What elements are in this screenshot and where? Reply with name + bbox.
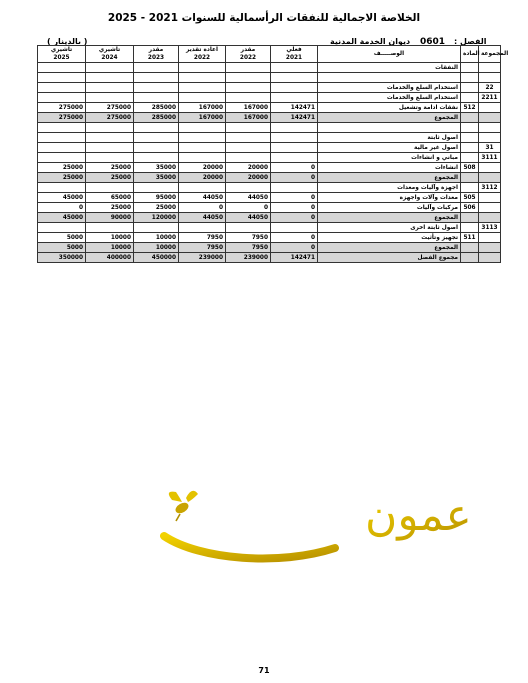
value-cell xyxy=(179,83,226,93)
expenditure-table xyxy=(37,45,509,263)
col-2025-header: تاشيري 2025 xyxy=(38,46,86,63)
value-cell: 20000 xyxy=(226,173,271,183)
description-cell xyxy=(318,73,461,83)
description-cell: نفقات ادامة وتشغيل xyxy=(318,103,461,113)
value-cell xyxy=(271,223,318,233)
value-cell: 44050 xyxy=(226,213,271,223)
description-cell: معدات وآلات واجهزة xyxy=(318,193,461,203)
value-cell xyxy=(86,183,134,193)
group-cell xyxy=(479,113,501,123)
description-cell: مباني و انشاءات xyxy=(318,153,461,163)
item-cell xyxy=(461,113,479,123)
value-cell: 275000 xyxy=(86,113,134,123)
table-row xyxy=(38,183,501,193)
description-cell: انشاءات xyxy=(318,163,461,173)
description-cell: اصول ثابتة xyxy=(318,133,461,143)
table-row xyxy=(38,163,501,173)
item-cell xyxy=(461,213,479,223)
value-cell: 20000 xyxy=(226,163,271,173)
value-cell xyxy=(226,63,271,73)
value-cell: 7950 xyxy=(226,243,271,253)
value-cell xyxy=(271,73,318,83)
group-cell xyxy=(479,63,501,73)
value-cell: 0 xyxy=(179,203,226,213)
value-cell: 44050 xyxy=(179,213,226,223)
col-2024-header: تاشيري 2024 xyxy=(86,46,134,63)
value-cell: 20000 xyxy=(179,173,226,183)
value-cell: 10000 xyxy=(134,243,179,253)
value-cell: 25000 xyxy=(38,173,86,183)
group-cell xyxy=(479,123,501,133)
value-cell: 25000 xyxy=(134,203,179,213)
value-cell: 239000 xyxy=(226,253,271,263)
value-cell xyxy=(134,153,179,163)
page-title: الخلاصة الاجمالية للنفقات الرأسمالية للسنوات 2021 - 2025 xyxy=(107,12,421,24)
description-cell: اصول غير مالية xyxy=(318,143,461,153)
item-cell xyxy=(461,93,479,103)
value-cell xyxy=(134,73,179,83)
table-row xyxy=(38,233,501,243)
col-desc-header: الوصـــــف xyxy=(318,46,461,63)
group-cell xyxy=(479,193,501,203)
value-cell xyxy=(134,223,179,233)
group-cell xyxy=(479,103,501,113)
group-cell xyxy=(479,133,501,143)
value-cell xyxy=(134,93,179,103)
value-cell xyxy=(179,73,226,83)
value-cell: 45000 xyxy=(38,213,86,223)
value-cell xyxy=(38,153,86,163)
group-cell xyxy=(479,73,501,83)
item-cell xyxy=(461,83,479,93)
value-cell xyxy=(134,143,179,153)
item-cell xyxy=(461,253,479,263)
value-cell xyxy=(38,183,86,193)
value-cell: 7950 xyxy=(179,243,226,253)
amoun-logo xyxy=(160,478,472,570)
value-cell xyxy=(38,83,86,93)
description-cell: اجهزة وآليات ومعدات xyxy=(318,183,461,193)
description-cell: المجموع xyxy=(318,173,461,183)
col-2021-header: فعلي 2021 xyxy=(271,46,318,63)
value-cell xyxy=(38,73,86,83)
value-cell: 65000 xyxy=(86,193,134,203)
value-cell: 142471 xyxy=(271,253,318,263)
value-cell xyxy=(86,63,134,73)
group-cell xyxy=(479,173,501,183)
value-cell: 10000 xyxy=(86,243,134,253)
value-cell: 90000 xyxy=(86,213,134,223)
value-cell xyxy=(271,93,318,103)
col-item-header: المادة xyxy=(461,46,479,63)
table-row xyxy=(38,63,501,73)
col-2023-header: مقدر 2023 xyxy=(134,46,179,63)
value-cell xyxy=(179,93,226,103)
description-cell: المجموع xyxy=(318,213,461,223)
item-cell xyxy=(461,183,479,193)
table-row xyxy=(38,93,501,103)
value-cell xyxy=(271,63,318,73)
value-cell: 25000 xyxy=(86,163,134,173)
value-cell: 0 xyxy=(271,213,318,223)
item-cell xyxy=(461,63,479,73)
value-cell: 142471 xyxy=(271,103,318,113)
group-cell: 3113 xyxy=(479,223,501,233)
value-cell: 275000 xyxy=(38,113,86,123)
value-cell: 285000 xyxy=(134,103,179,113)
value-cell: 167000 xyxy=(226,103,271,113)
value-cell xyxy=(134,123,179,133)
page-number: 71 xyxy=(258,666,270,675)
value-cell xyxy=(38,143,86,153)
value-cell: 7950 xyxy=(179,233,226,243)
value-cell: 44050 xyxy=(179,193,226,203)
value-cell: 45000 xyxy=(38,193,86,203)
group-cell xyxy=(479,253,501,263)
description-cell: اصول ثابتة اخرى xyxy=(318,223,461,233)
value-cell xyxy=(271,83,318,93)
value-cell: 400000 xyxy=(86,253,134,263)
item-cell xyxy=(461,123,479,133)
description-cell xyxy=(318,123,461,133)
value-cell xyxy=(86,153,134,163)
item-cell xyxy=(461,223,479,233)
table-row xyxy=(38,123,501,133)
table-row xyxy=(38,213,501,223)
value-cell xyxy=(271,133,318,143)
value-cell: 0 xyxy=(271,193,318,203)
item-cell: 505 xyxy=(461,193,479,203)
group-cell xyxy=(479,163,501,173)
value-cell: 350000 xyxy=(38,253,86,263)
table-row xyxy=(38,193,501,203)
group-cell: 22 xyxy=(479,83,501,93)
item-cell xyxy=(461,243,479,253)
item-cell xyxy=(461,73,479,83)
value-cell: 142471 xyxy=(271,113,318,123)
chapter-name: ديوان الخدمة المدنية xyxy=(330,37,411,46)
value-cell: 0 xyxy=(226,203,271,213)
value-cell: 5000 xyxy=(38,243,86,253)
value-cell xyxy=(38,133,86,143)
value-cell: 167000 xyxy=(179,103,226,113)
value-cell: 120000 xyxy=(134,213,179,223)
item-cell xyxy=(461,143,479,153)
description-cell: تجهيز وتأثيث xyxy=(318,233,461,243)
value-cell xyxy=(179,143,226,153)
value-cell xyxy=(86,83,134,93)
table-row xyxy=(38,113,501,123)
value-cell: 35000 xyxy=(134,163,179,173)
value-cell xyxy=(134,133,179,143)
value-cell xyxy=(38,63,86,73)
table-row xyxy=(38,223,501,233)
value-cell xyxy=(179,63,226,73)
item-cell: 512 xyxy=(461,103,479,113)
table-row xyxy=(38,133,501,143)
value-cell xyxy=(86,93,134,103)
group-cell xyxy=(479,233,501,243)
value-cell: 95000 xyxy=(134,193,179,203)
value-cell: 167000 xyxy=(179,113,226,123)
value-cell xyxy=(271,143,318,153)
value-cell xyxy=(271,123,318,133)
value-cell: 20000 xyxy=(179,163,226,173)
value-cell: 239000 xyxy=(179,253,226,263)
value-cell xyxy=(271,183,318,193)
value-cell xyxy=(226,183,271,193)
value-cell xyxy=(226,73,271,83)
table-row xyxy=(38,73,501,83)
value-cell xyxy=(226,133,271,143)
value-cell: 5000 xyxy=(38,233,86,243)
value-cell: 10000 xyxy=(134,233,179,243)
item-cell: 511 xyxy=(461,233,479,243)
description-cell: استخدام السلع والخدمات xyxy=(318,83,461,93)
chapter-code: 0601 xyxy=(420,37,446,47)
col-2022-reestimate-header: اعادة تقدير 2022 xyxy=(179,46,226,63)
value-cell xyxy=(226,93,271,103)
value-cell xyxy=(134,83,179,93)
table-row xyxy=(38,243,501,253)
bee-icon xyxy=(169,491,198,521)
value-cell: 275000 xyxy=(86,103,134,113)
col-group-header: المجموعة xyxy=(479,46,501,63)
value-cell xyxy=(179,223,226,233)
value-cell xyxy=(179,153,226,163)
item-cell: 506 xyxy=(461,203,479,213)
chapter-label: الفصل : xyxy=(454,37,487,46)
table-row xyxy=(38,173,501,183)
group-cell: 3111 xyxy=(479,153,501,163)
table-row xyxy=(38,253,501,263)
table-row xyxy=(38,153,501,163)
value-cell: 25000 xyxy=(86,173,134,183)
item-cell xyxy=(461,133,479,143)
item-cell xyxy=(461,153,479,163)
description-cell: مركبات وآليات xyxy=(318,203,461,213)
value-cell xyxy=(86,73,134,83)
value-cell: 167000 xyxy=(226,113,271,123)
value-cell xyxy=(38,93,86,103)
description-cell: المجموع xyxy=(318,243,461,253)
value-cell xyxy=(38,123,86,133)
value-cell: 44050 xyxy=(226,193,271,203)
value-cell: 275000 xyxy=(38,103,86,113)
value-cell xyxy=(38,223,86,233)
logo-text: عمون xyxy=(365,490,472,541)
value-cell xyxy=(134,63,179,73)
value-cell xyxy=(271,153,318,163)
value-cell: 0 xyxy=(271,173,318,183)
value-cell xyxy=(226,143,271,153)
description-cell: مجموع الفصل xyxy=(318,253,461,263)
value-cell: 285000 xyxy=(134,113,179,123)
value-cell xyxy=(179,133,226,143)
table-row xyxy=(38,103,501,113)
group-cell xyxy=(479,243,501,253)
group-cell: 3112 xyxy=(479,183,501,193)
description-cell: النفقات xyxy=(318,63,461,73)
value-cell: 0 xyxy=(271,203,318,213)
value-cell xyxy=(179,123,226,133)
group-cell: 31 xyxy=(479,143,501,153)
value-cell xyxy=(226,83,271,93)
value-cell xyxy=(226,123,271,133)
value-cell xyxy=(86,133,134,143)
item-cell xyxy=(461,173,479,183)
group-cell: 2211 xyxy=(479,93,501,103)
value-cell xyxy=(226,153,271,163)
value-cell: 25000 xyxy=(86,203,134,213)
value-cell: 0 xyxy=(271,233,318,243)
description-cell: استخدام السلع والخدمات xyxy=(318,93,461,103)
group-cell xyxy=(479,213,501,223)
group-cell xyxy=(479,203,501,213)
description-cell: المجموع xyxy=(318,113,461,123)
value-cell xyxy=(86,123,134,133)
value-cell xyxy=(134,183,179,193)
table-row xyxy=(38,143,501,153)
table-row xyxy=(38,83,501,93)
value-cell: 0 xyxy=(38,203,86,213)
value-cell: 0 xyxy=(271,243,318,253)
value-cell xyxy=(226,223,271,233)
table-row xyxy=(38,203,501,213)
value-cell xyxy=(86,143,134,153)
col-2022-estimate-header: مقدر 2022 xyxy=(226,46,271,63)
value-cell xyxy=(86,223,134,233)
value-cell: 10000 xyxy=(86,233,134,243)
value-cell: 7950 xyxy=(226,233,271,243)
value-cell: 25000 xyxy=(38,163,86,173)
value-cell: 450000 xyxy=(134,253,179,263)
unit-label: ( بالدينار ) xyxy=(47,37,88,46)
item-cell: 508 xyxy=(461,163,479,173)
value-cell: 35000 xyxy=(134,173,179,183)
value-cell: 0 xyxy=(271,163,318,173)
value-cell xyxy=(179,183,226,193)
